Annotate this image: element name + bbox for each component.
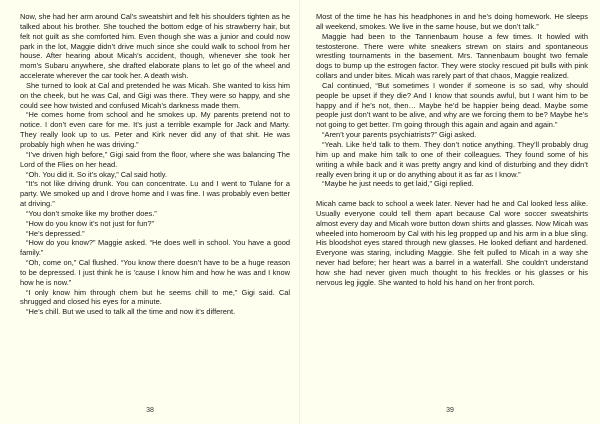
paragraph xyxy=(20,81,290,111)
paragraph-text: Most of the time he has his headphones in and he’s doing homework. He sleeps all weekend, smokes. We live in the same house, but we don’t talk.” xyxy=(316,12,588,31)
page-number: 39 xyxy=(446,407,454,414)
paragraph xyxy=(316,12,588,32)
paragraph-text: “How do you know?” Maggie asked. “He does well in school. You have a good family.” xyxy=(20,238,290,258)
paragraph-text: “Oh, come on,” Cal flushed. “You know there doesn’t have to be a huge reason to be depressed. I just think he is ’cause I know him and how he was and I know how he is now.” xyxy=(20,258,290,287)
paragraph xyxy=(20,288,290,308)
paragraph-text: “He’s chill. But we used to talk all the time and now it’s different. xyxy=(26,307,236,317)
paragraph-text: “Maybe he just needs to get laid,” Gigi replied. xyxy=(322,179,474,189)
page-number: 38 xyxy=(146,407,154,414)
paragraph-text: “You don’t smoke like my brother does.” xyxy=(26,208,157,218)
paragraph xyxy=(20,307,290,317)
paragraph-text: Micah came back to school a week later. Never had he and Cal looked less alike. Usually everyone could tell them apart because Cal wore soccer sweatshirts almost every day and Micah wore button down shirts and glasses. Now Micah was wheeled into homeroom by Cal with his leg propped up and his arm in a blue sling. His bloodshot eyes stared through new glasses. He looked defiant and hardened. Everyone was staring, including Maggie. She felt pulled to Micah in a way she never had before; her heart was a barrel in a waterfall. She couldn’t understand how she had never given much thought to his freckles or his glasses or his nervous leg jiggle. She wanted to hold his hand on her front porch. xyxy=(316,198,588,287)
paragraph xyxy=(20,170,290,180)
paragraph xyxy=(316,140,588,179)
paragraph xyxy=(20,12,290,81)
paragraph-text: Maggie had been to the Tannenbaum house a few times. It howled with testosterone. There were white sneakers strewn on stairs and spontaneous wrestling tournaments in the basement. Mrs. Tannenbaum bought two female dogs to bump up the estrogen factor. They were stocky rescued pit bulls with pink collars and under bites. Micah was rarely part of that chaos, Maggie realized. xyxy=(316,31,588,81)
paragraph-text: “It’s not like driving drunk. You can concentrate. Lu and I went to Tulane for a party. We smoked up and I drove home and I was fine. I was probably even better at driving.” xyxy=(20,179,290,209)
paragraph xyxy=(316,32,588,81)
paragraph xyxy=(20,229,290,239)
paragraph-text: “He comes home from school and he smokes up. My parents pretend not to notice. I don’t even care for me. It’s just a terrible example for Jack and Marty. They really look up to us. Peter and Kirk never did any of that shit. He was probably high when he was driving.” xyxy=(20,110,290,149)
paragraph-text: “I’ve driven high before,” Gigi said from the floor, where she was balancing The Lord of the Flies on her head. xyxy=(20,149,290,169)
paragraph xyxy=(20,150,290,170)
paragraph xyxy=(316,130,588,140)
right-page xyxy=(300,0,600,424)
paragraph xyxy=(20,179,290,209)
paragraph xyxy=(316,199,588,288)
paragraph-text: “Oh. You did it. So it’s okay,” Cal said hotly. xyxy=(26,169,167,179)
paragraph xyxy=(20,209,290,219)
paragraph-text: “Yeah. Like he’d talk to them. They don’t notice anything. They’ll probably drug him up and make him talk to one of their colleagues. They found some of his writing a while back and it was pretty angry and kind of disturbing and they didn’t really even bring it up or do anything about it as far as I know.” xyxy=(316,139,588,179)
paragraph-text: Now, she had her arm around Cal’s sweatshirt and felt his shoulders tighten as he talked about his brother. She touched the bottom edge of his strawberry hair, but felt not guilt as she comforted him. Even though she was a junior and could now park in the lot, Maggie didn’t drive much since she could walk to school from her house. After hearing about Micah’s accident, though, whenever she took her mom’s Subaru anywhere, she drafted elaborate plans to let go of the wheel and accelerate wherever the car took her. A death wish. xyxy=(20,12,290,81)
paragraph xyxy=(20,238,290,258)
paragraph-text: Cal continued, “But sometimes I wonder if someone is so sad, why should people be upset if they die? And I know that sounds awful, but I want him to be happy and if he’s not, then… Maybe he’d be happier being dead. Maybe some people just don’t want to be alive, and why are we forcing them to be? Maybe he’s not going to get better. I’m going through this again and again and again.” xyxy=(316,80,588,130)
paragraph-text: “I only know him through chem but he seems chill to me,” Gigi said. Cal shrugged and closed his eyes for a minute. xyxy=(20,287,290,307)
paragraph-text: “He’s depressed.” xyxy=(26,228,85,238)
paragraph-text: “How do you know it’s not just for fun?” xyxy=(26,218,155,228)
paragraph xyxy=(20,258,290,288)
paragraph xyxy=(316,179,588,189)
paragraph xyxy=(20,110,290,149)
paragraph xyxy=(20,219,290,229)
paragraph-text: “Aren’t your parents psychiatrists?” Gigi asked. xyxy=(322,130,477,140)
paragraph-text: She turned to look at Cal and pretended he was Micah. She wanted to kiss him on the cheek, but he was Cal, and Gigi was there. They were so happy, and she could see how twisted and confused Micah’s darkness made them. xyxy=(20,80,290,110)
paragraph xyxy=(316,81,588,130)
